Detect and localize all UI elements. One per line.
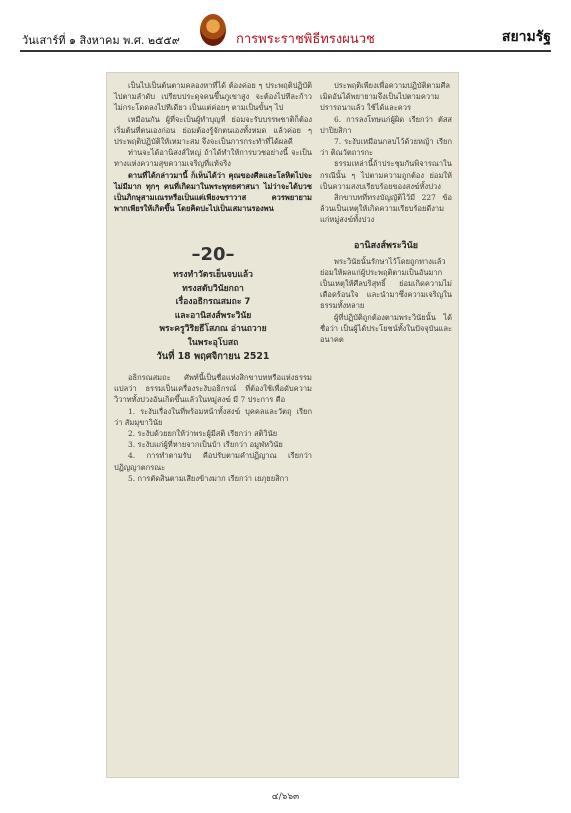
list-item: 4. การทำตามรับ คือปรับตามคำปฏิญาณ เรียกว่า ปฏิญญาตกรณะ bbox=[114, 451, 312, 472]
left-column bbox=[114, 80, 312, 484]
paragraph: เป็นไปเป็นต้นตามคลองหาที่ได้ ต้องค่อย ๆ ประพฤติปฏิบัติไปตามลำดับ เปรียบประดุจคนขึ้นภูเขาสูง จะต้องไปทีละก้าว ไม่กระโดดลงไปทีเดียว เป็นแต่ค่อยๆ ตามเป็นขั้นๆ ไป bbox=[114, 81, 312, 113]
bold-paragraph: ดานที่ได้กล่าวมานี้ ก็เห็นได้ว่า คุณของศีลและโลหิตไปจะไม่มีมาก ทุกๆ คนที่เกิดมาในพระพุทธศาสนา ไม่ว่าจะได้บวชเป็นภิกษุสามเณรหรือเป็นแต่เพียงฆราวาส ควรพยายามพากเพียรให้เกิดขึ้น โดยคิดปะไปเป็นเสมานรองพน bbox=[114, 170, 312, 214]
paragraph: เหมือนกัน ผู้ที่จะเป็นผู้ทำบุญที่ ย่อมจะรับบรรพชาติก็ต้องเริ่มต้นที่ตนเองก่อน ย่อมต้องรู้จักตนเองทั้งหมด แล้วค่อย ๆ ประพฤติปฏิบัติให้เหมาะสม จึงจะเป็นการกระทำที่ได้ผลดี bbox=[114, 114, 312, 147]
list-item: 6. การลงโทษแก่ผู้ผิด เรียกว่า ตัสสปาปิยสิกา bbox=[320, 114, 452, 135]
heading-date: วันที่ 18 พฤศจิกายน 2521 bbox=[156, 351, 270, 363]
paragraph: ประพฤติเพียงเพื่อความปฏิบัติตามศีลเมิดอันได้พยายามจึงเป็นไปตามความปรารถนาแล้ว ใช้ได้และควร bbox=[320, 81, 450, 113]
royal-emblem-icon bbox=[200, 14, 226, 46]
list-item: 1. ระงับเรื่องในที่พร้อมหน้าทั้งสงฆ์ บุคคลและวัตถุ เรียกว่า สัมมุขาวินัย bbox=[114, 406, 312, 427]
list-item: 3. ระงับแก่ผู้ที่หายจากเป็นบ้า เรียกว่า อมูฬหวินัย bbox=[128, 440, 283, 450]
section-heading: อานิสงส์พระวินัย bbox=[353, 240, 419, 251]
paragraph: สิกขาบทที่ทรงบัญญัติไว้มี 227 ข้อ ล้วนเป็นเหตุให้เกิดความเรียบร้อยดีงามแก่หมู่สงฆ์ทั้งปวง bbox=[320, 193, 452, 225]
publication-date: วันเสาร์ที่ ๑ สิงหาคม พ.ศ. ๒๕๕๙ bbox=[22, 34, 180, 47]
newspaper-name: สยามรัฐ bbox=[501, 29, 551, 45]
page-number: ๔/๖๖๓ bbox=[271, 792, 300, 802]
heading-line: เรื่องอธิกรณสมถะ 7 bbox=[175, 297, 251, 308]
right-column bbox=[320, 80, 452, 345]
heading-line: ในพระอุโบสถ bbox=[187, 337, 239, 348]
paragraph: อธิกรณสมถะ ศัพท์นี้เป็นชื่อแห่งสิกขาบทหรือแห่งธรรม แปลว่า ธรรมเป็นเครื่องระงับอธิกรณ์ ที่ต้องใช้เพื่อดับความวิวาททั้งปวงอันเกิดขึ้นแล้วในหมู่สงฆ์ มี 7 ประการ คือ bbox=[114, 372, 312, 405]
newspaper-clipping bbox=[106, 72, 459, 778]
header-rule bbox=[20, 50, 551, 52]
section-number: –20– bbox=[191, 244, 235, 266]
list-item: 7. ระงับเหมือนกลบไว้ด้วยหญ้า เรียกว่า ติณวัตถารกะ bbox=[320, 137, 452, 158]
heading-line: ทรงสดับวินัยกถา bbox=[182, 283, 244, 294]
page-header bbox=[0, 0, 571, 58]
paragraph: ท่านจะได้อานิสงส์ใหญ่ ถ้าได้ทำให้การบวชอย่างนี้ จะเป็นทางแห่งความสุขความเจริญที่แท้จริง bbox=[114, 148, 312, 169]
list-item: 2. ระงับด้วยยกให้ว่าพระผู้มีสติ เรียกว่า สติวินัย bbox=[128, 428, 278, 438]
paragraph: พระวินัยนั้นรักษาไว้โดยถูกทางแล้ว ย่อมให้ผลแก่ผู้ประพฤติตามเป็นอันมาก เป็นเหตุให้ศีลบริสุทธิ์ ย่อมเกิดความไม่เดือดร้อนใจ และนำมาซึ่งความเจริญในธรรมทั้งหลาย bbox=[320, 256, 452, 311]
paragraph: ผู้ที่ปฏิบัติถูกต้องตามพระวินัยนั้น ได้ชื่อว่า เป็นผู้ได้ประโยชน์ทั้งในปัจจุบันและอนาคต bbox=[320, 312, 452, 345]
heading-line: ทรงทำวัตรเย็นจบแล้ว bbox=[173, 270, 253, 281]
series-title: การพระราชพิธีทรงผนวช bbox=[236, 32, 375, 47]
paragraph: ธรรมเหล่านี้ถ้าประชุมกันพิจารณาในกรณีนั้น ๆ ไปตามความถูกต้อง ย่อมให้เป็นความสงบเรียบร้อยของสงฆ์ทั้งปวง bbox=[320, 159, 452, 191]
list-item: 5. การตัดสินตามเสียงข้างมาก เรียกว่า เยภุยยสิกา bbox=[128, 473, 289, 483]
heading-line: และอานิสงส์พระวินัย bbox=[174, 310, 252, 321]
heading-line: พระครูวิริยธีโสภณ อ่านถวาย bbox=[159, 324, 267, 335]
